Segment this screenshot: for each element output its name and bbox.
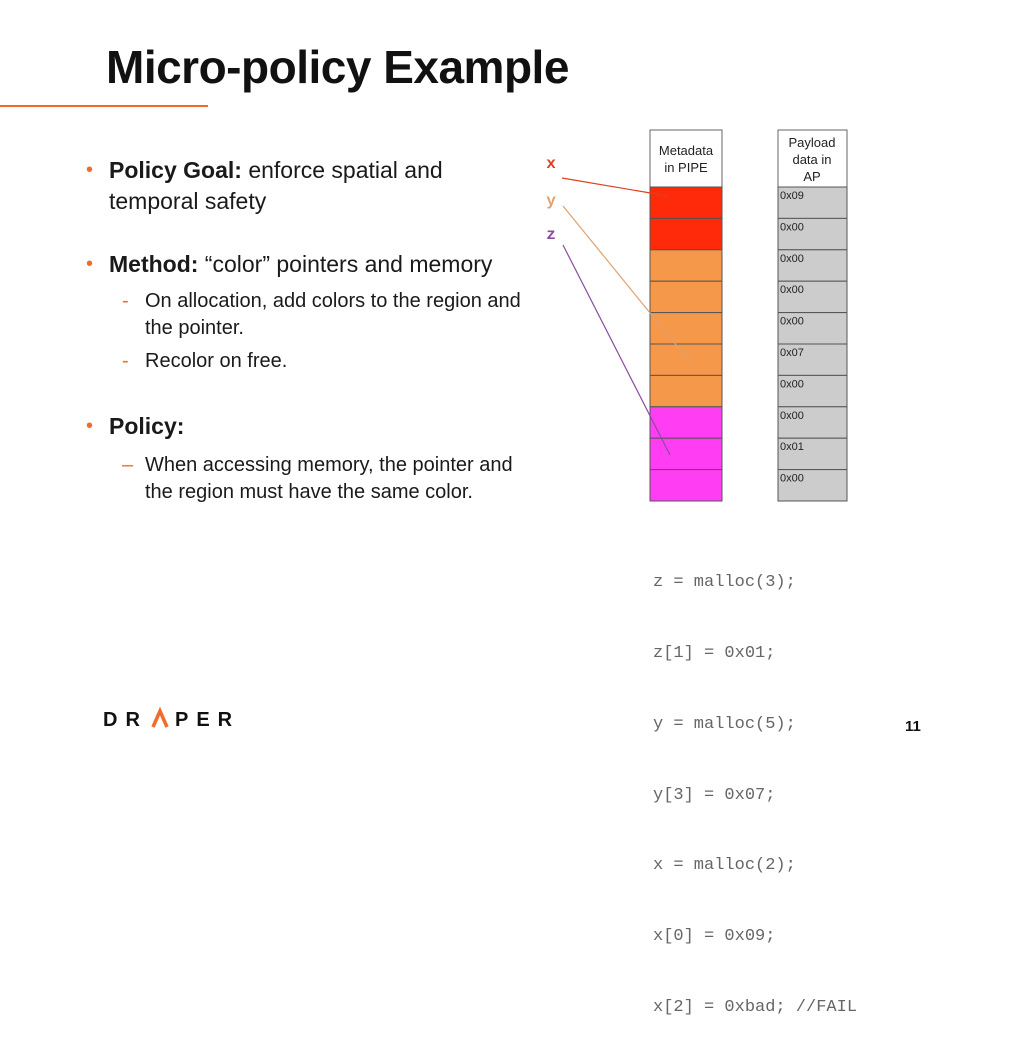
metadata-header-box xyxy=(650,130,722,187)
bullet-label: Policy: xyxy=(109,413,185,439)
metadata-cell xyxy=(650,407,722,438)
bullet-dot: • xyxy=(86,415,94,437)
bullet-text: enforce spatial and temporal safety xyxy=(109,157,443,214)
payload-value: 0x09 xyxy=(780,190,804,202)
payload-value: 0x00 xyxy=(780,472,804,485)
bullet-method xyxy=(86,249,536,280)
sub-bullet-marker: - xyxy=(122,350,129,372)
svg-text:PER: PER xyxy=(175,709,241,731)
pointer-z-label: z xyxy=(546,226,556,244)
sub-bullet-allocation xyxy=(86,288,536,342)
code-line: x[2] = 0xbad; //FAIL xyxy=(653,997,858,1017)
payload-value: 0x00 xyxy=(780,221,804,234)
metadata-cell xyxy=(650,344,722,375)
bullet-list xyxy=(86,155,536,506)
metadata-header-line: in PIPE xyxy=(664,160,708,175)
metadata-cell xyxy=(650,313,722,344)
code-line: z = malloc(3); xyxy=(653,573,796,593)
draper-logo xyxy=(103,708,241,736)
metadata-cell xyxy=(650,470,722,501)
metadata-header-line: Metadata xyxy=(658,143,714,158)
metadata-cell xyxy=(650,281,722,312)
payload-header-line: data in xyxy=(792,152,832,167)
slide-title: Micro-policy Example xyxy=(106,41,569,93)
code-line: x = malloc(2); xyxy=(653,856,796,876)
bullet-dot: • xyxy=(86,253,94,275)
code-line: y = malloc(5); xyxy=(653,714,796,734)
sub-bullet-recolor xyxy=(86,348,536,375)
payload-value: 0x00 xyxy=(780,315,804,328)
sub-bullet-marker: - xyxy=(122,290,129,312)
pointer-x-label: x xyxy=(546,155,556,173)
code-line: z[1] = 0x01; xyxy=(653,643,776,663)
payload-value: 0x01 xyxy=(780,441,804,454)
payload-value: 0x00 xyxy=(780,284,804,297)
code-line: x[0] = 0x09; xyxy=(653,927,776,947)
payload-header-line: AP xyxy=(803,169,821,184)
payload-header-line: Payload xyxy=(788,135,836,150)
bullet-label: Method: xyxy=(109,251,199,277)
sub-bullet-access-rule xyxy=(86,452,536,506)
payload-value: 0x00 xyxy=(780,409,804,422)
pointer-y-label: y xyxy=(546,192,556,210)
bullet-policy-goal xyxy=(86,155,536,217)
sub-bullet-text: On allocation, add colors to the region and the pointer. xyxy=(145,290,521,339)
metadata-cell xyxy=(650,375,722,406)
metadata-cell xyxy=(650,218,722,249)
bullet-label: Policy Goal: xyxy=(109,157,242,183)
title-underline xyxy=(0,105,208,107)
sub-bullet-marker: – xyxy=(122,454,134,476)
code-line: y[3] = 0x07; xyxy=(653,785,776,805)
code-snippet xyxy=(653,524,857,1043)
metadata-cell xyxy=(650,438,722,469)
payload-value: 0x00 xyxy=(780,378,804,391)
bullet-policy xyxy=(86,411,536,442)
metadata-cell xyxy=(650,250,722,281)
draper-logo-mark xyxy=(103,708,241,731)
payload-value: 0x00 xyxy=(780,252,804,265)
svg-text:DR: DR xyxy=(103,709,148,731)
bullet-dot: • xyxy=(86,159,94,181)
sub-bullet-text: When accessing memory, the pointer and the region must have the same color. xyxy=(145,454,513,503)
sub-bullet-text: Recolor on free. xyxy=(145,350,288,372)
metadata-cell xyxy=(650,187,722,218)
memory-cells xyxy=(650,187,847,501)
payload-value: 0x07 xyxy=(780,347,804,359)
page-number: 11 xyxy=(905,718,921,735)
bullet-text: “color” pointers and memory xyxy=(198,251,493,277)
